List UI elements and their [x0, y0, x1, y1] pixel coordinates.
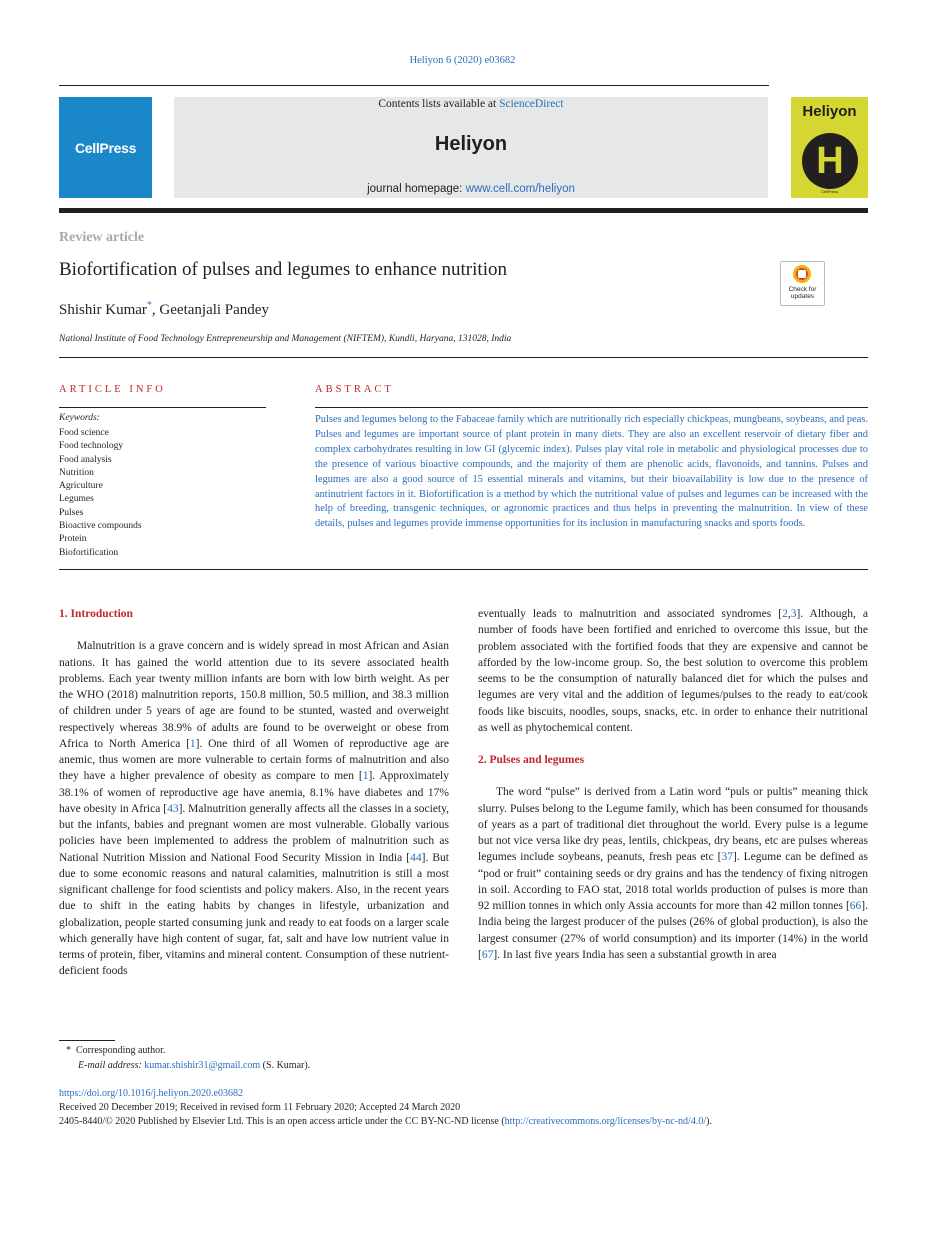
article-title: Biofortification of pulses and legumes to enhance nutrition: [59, 259, 507, 280]
sciencedirect-link[interactable]: ScienceDirect: [499, 98, 564, 110]
divider: [59, 569, 868, 570]
keywords-list: [59, 427, 142, 560]
reference-link[interactable]: 67: [481, 948, 494, 961]
email-owner: (S. Kumar).: [262, 1060, 311, 1071]
license-line: 2405-8440/© 2020 Published by Elsevier Ltd. This is an open access article under the CC BY-NC-ND license (http://creativecommons.org/licenses/by-nc-nd/4.0/).: [59, 1116, 712, 1127]
journal-masthead: [174, 97, 768, 198]
author-name[interactable]: Geetanjali Pandey: [159, 302, 269, 318]
journal-title: Heliyon: [434, 133, 508, 155]
journal-citation[interactable]: Heliyon 6 (2020) e03682: [409, 55, 516, 66]
keyword: Pulses: [59, 507, 84, 518]
reference-link[interactable]: 37: [721, 851, 733, 864]
paragraph: eventually leads to malnutrition and associated syndromes [2,3]. Although, a number of foods have been fortified and enriched to overcome this issue, but the problem associated with the fortified foods that they are expensive and cannot be afforded by the low-income group. So, the best solution to overcome this problem seems to be the consumption of naturally balanced diet for which the pulses and legumes are very vital and the addition of legumes/pulses to the ready to eat/cook foods like biscuits, noodles, soups, snacks, etc. in order to enhance their nutritional as well as phytochemical content.: [478, 608, 868, 734]
keyword: Protein: [59, 534, 87, 545]
body-column-left: [59, 606, 449, 980]
footnote-text: Corresponding author.: [76, 1045, 166, 1056]
footnote-mark: *: [66, 1045, 71, 1056]
keywords-label: Keywords:: [59, 413, 100, 423]
article-info-heading: ARTICLE INFO: [59, 384, 166, 395]
cover-letter: H: [816, 139, 844, 182]
keyword: Agriculture: [59, 481, 103, 492]
author-name[interactable]: Shishir Kumar: [59, 302, 147, 318]
cover-small-text: CellPress: [820, 189, 839, 194]
doi-url[interactable]: https://doi.org/10.1016/j.heliyon.2020.e03682: [59, 1088, 243, 1099]
reference-link[interactable]: 1: [189, 737, 196, 750]
body-column-right: [478, 606, 868, 963]
contents-line: [174, 98, 768, 110]
email-link[interactable]: kumar.shishir31@gmail.com: [144, 1060, 261, 1071]
section-heading: 1. Introduction: [59, 608, 133, 620]
affiliation: National Institute of Food Technology Entrepreneurship and Management (NIFTEM), Kundli, Haryana, 131028, India: [59, 334, 512, 344]
footnote-rule: [59, 1040, 115, 1041]
section-heading: 2. Pulses and legumes: [478, 754, 585, 766]
keyword: Bioactive compounds: [59, 521, 142, 532]
divider: [59, 407, 266, 408]
check-for-updates-button[interactable]: [780, 261, 825, 306]
cellpress-logo[interactable]: [59, 97, 152, 198]
keyword: Biofortification: [59, 547, 119, 558]
homepage-link[interactable]: www.cell.com/heliyon: [465, 183, 575, 195]
article-type: Review article: [59, 230, 145, 245]
keyword: Food technology: [59, 441, 124, 452]
license-link[interactable]: http://creativecommons.org/licenses/by-nc-nd/4.0/: [504, 1116, 707, 1127]
paragraph: The word “pulse” is derived from a Latin word “puls or pultis” meaning thick slurry. Pulses belong to the Legume family, which has been consumed for thousands of years as a part of traditional diet throughout the world. Every pulse is a legume but not vice versa like dry peas, lentils, chickpeas, dry beans, etc are pulses whereas legumes include soybeans, peanuts, fresh peas etc [37]. Legume can be defined as “pod or fruit” containing seeds or dry grains and has the tendency of fixing nitrogen in soil. According to FAO stat, 2018 total worlds production of pulses is more than 92 million tonnes in which only Assia accounts for more than 42 millon tonnes [66]. India being the largest producer of the pulses (26% of global production), is also the largest consumer (27% of world consumption) and its importer (14%) in the world [67]. In last five years India has seen a substantial growth in area: [478, 786, 868, 961]
corresponding-author-mark[interactable]: *: [146, 300, 152, 311]
reference-link[interactable]: 44: [410, 851, 422, 864]
keyword: Food analysis: [59, 454, 112, 465]
reference-link[interactable]: 43: [167, 802, 179, 815]
abstract-text: Pulses and legumes belong to the Fabaceae family which are nutritionally rich especially chickpeas, mungbeans, soybeans, and peas. Pulses and legumes are important source of plant protein in many diets. They are also an excellent reservoir of dietary fiber and complex carbohydrates resulting in low GI (glycemic index). Pulses play vital role in metabolic and physiological processes due to the presence of various bioactive compounds, and the majority of them are phenolic acids, flavonoids, and tannins. Pulses and legumes are also a good source of 15 essential minerals and vitamins, but their bioavailability is low due to the presence of antinutrient factors in it. Biofortification is a method by which the nutritional value of pulses and legumes can be increased with the help of breeding, transgenic techniques, or agronomic practices and thus helps in preventing the malnutrition. In view of these details, pulses and legumes provide immense opportunities for its inclusion in manufacturing snacks and sports foods.: [315, 414, 868, 530]
journal-cover[interactable]: [791, 97, 868, 198]
reference-link[interactable]: 1: [362, 770, 369, 783]
homepage-prefix: journal homepage:: [367, 183, 466, 195]
email-label: E-mail address:: [78, 1060, 142, 1071]
abstract-heading: ABSTRACT: [315, 384, 394, 395]
bookmark-icon: [798, 270, 806, 278]
masthead-rule: [59, 208, 868, 213]
cover-h-icon: [802, 133, 858, 189]
doi-link[interactable]: [59, 1088, 243, 1099]
footnote-email: [78, 1060, 310, 1071]
author-separator: ,: [151, 302, 160, 318]
author-list: [59, 300, 269, 319]
check-updates-label: Check for updates: [788, 286, 817, 300]
keyword: Nutrition: [59, 467, 94, 478]
contents-prefix: Contents lists available at: [378, 98, 500, 110]
cellpress-logo-text: CellPress: [74, 139, 137, 156]
paragraph: Malnutrition is a grave concern and is widely spread in most African and Asian nations. It has gained the world attention due to its severe associated health problems. Each year twenty million infants are born with low birth weight. As per the WHO (2018) malnutrition reports, 150.8 million, 50.5 million, and 38.3 million of children under 5 years of age are found to be stunted, wasted and overweight respectively whereas 38.9% of adults are found to be overweight or obese from Africa to North America [1]. One third of all Women of reproductive age are anemic, thus women are more vulnerable to certain forms of malnutrition and also they have a higher prevalence of obesity as compare to men [1]. Approximately 38.1% of women of reproductive age have anemia, 8.1% have diabetes and 17% have obesity in Africa [43]. Malnutrition generally affects all the classes in a society, but the infants, babies and pregnant women are most vulnerable. Globally various policies have been implemented to address the problem of malnutrition such as National Nutrition Mission and National Food Security Mission in India [44]. But due to some economic reasons and natural calamities, malnutrition is still a most significant challenge for food scientists and policy makers. Also, in the recent years due to shift in the eating habits by changes in lifestyle, urbanization and globalization, people started consuming junk and ready to eat foods on a larger scale which generally have high content of sugar, fat, salt and have low nutrient value in terms of protein, fiber, vitamins and mineral content. Consumption of these nutrient-deficient foods: [59, 640, 449, 978]
reference-link[interactable]: 3: [790, 608, 797, 620]
keyword: Food science: [59, 428, 109, 438]
keyword: Legumes: [59, 494, 94, 505]
homepage-line: [174, 183, 768, 195]
footnote-corresponding: [66, 1045, 165, 1056]
divider: [315, 407, 868, 408]
received-dates: Received 20 December 2019; Received in revised form 11 February 2020; Accepted 24 March 2020: [59, 1102, 461, 1113]
cover-title: Heliyon: [802, 103, 857, 120]
header-rule: [59, 85, 769, 86]
reference-link[interactable]: 2: [782, 608, 788, 620]
divider: [59, 357, 868, 358]
reference-link[interactable]: 66: [849, 900, 862, 912]
